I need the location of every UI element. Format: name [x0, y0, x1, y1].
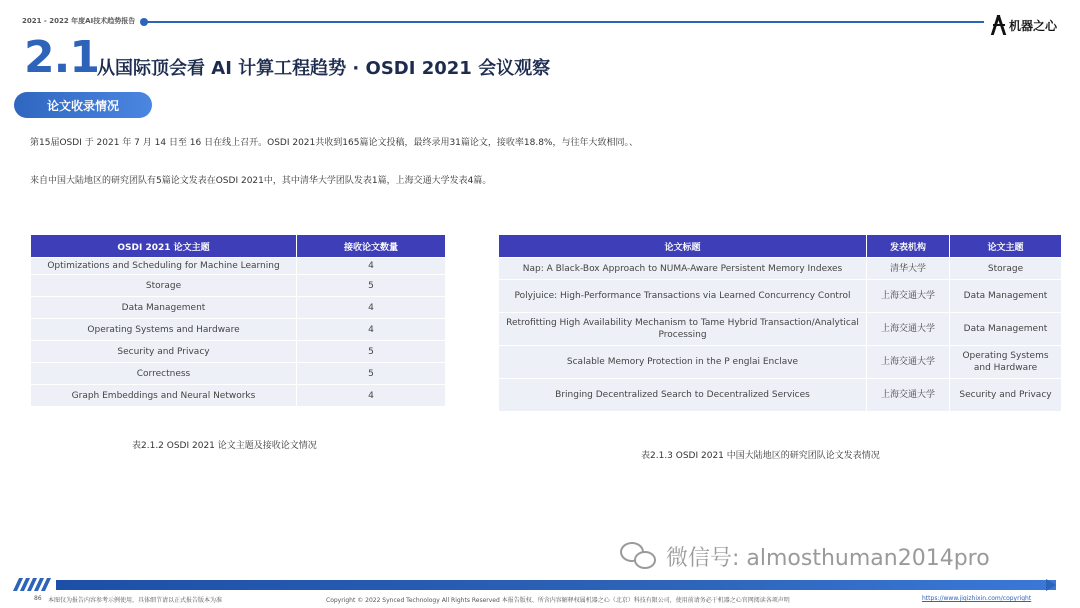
table-header: 论文标题 [499, 235, 866, 257]
table-cell: 上海交通大学 [867, 346, 949, 378]
table-cell: Storage [31, 275, 296, 296]
table-row [499, 346, 1061, 378]
report-title: 2021 - 2022 年度AI技术趋势报告 [22, 17, 136, 25]
table-cell: Correctness [31, 363, 296, 384]
table-cell: Data Management [31, 297, 296, 318]
section-title: 从国际顶会看 AI 计算工程趋势 · OSDI 2021 会议观察 [97, 58, 551, 79]
table-row [31, 275, 445, 296]
table-cell: Data Management [950, 280, 1061, 312]
topics-table [30, 234, 446, 407]
table-cell: 5 [297, 275, 445, 296]
table-row [31, 258, 445, 274]
brand-mark-icon [992, 15, 1006, 35]
table-cell: 上海交通大学 [867, 379, 949, 411]
table-cell: 上海交通大学 [867, 313, 949, 345]
table-cell: 清华大学 [867, 258, 949, 279]
brand-logo [992, 14, 1057, 36]
table-cell: 4 [297, 319, 445, 340]
footer-arrow-icon [1046, 579, 1056, 591]
table-cell: Optimizations and Scheduling for Machine Learning [31, 258, 296, 274]
table-cell: 4 [297, 385, 445, 406]
table-cell: Operating Systems and Hardware [31, 319, 296, 340]
table-row [499, 379, 1061, 411]
table-cell: Retrofitting High Availability Mechanism to Tame Hybrid Transaction/Analytical Processing [499, 313, 866, 345]
table-row [31, 297, 445, 318]
table-header: OSDI 2021 论文主题 [31, 235, 296, 257]
wechat-icon [620, 540, 660, 572]
footer-note: 本图仅为报告内容参考示例使用，具体细节请以正式报告版本为准 [48, 597, 223, 604]
table-header: 接收论文数量 [297, 235, 445, 257]
section-label-pill: 论文收录情况 [14, 92, 152, 118]
table-header: 论文主题 [950, 235, 1061, 257]
table-caption: 表2.1.3 OSDI 2021 中国大陆地区的研究团队论文发表情况 [641, 451, 880, 461]
table-cell: 4 [297, 258, 445, 274]
table-cell: 上海交通大学 [867, 280, 949, 312]
table-row [499, 280, 1061, 312]
table-cell: 5 [297, 363, 445, 384]
table-row [499, 258, 1061, 279]
table-cell: Storage [950, 258, 1061, 279]
table-row [31, 341, 445, 362]
header-rule [146, 21, 984, 23]
page-number: 86 [34, 595, 42, 602]
wechat-id: 微信号: almosthuman2014pro [666, 545, 990, 571]
brand-name: 机器之心 [1009, 18, 1058, 33]
table-row [31, 319, 445, 340]
table-row [31, 363, 445, 384]
intro-paragraph-2: 来自中国大陆地区的研究团队有5篇论文发表在OSDI 2021中，其中清华大学团队发表1篇，上海交通大学发表4篇。 [30, 176, 492, 186]
footer-bar [56, 580, 1056, 590]
intro-paragraph-1: 第15届OSDI 于 2021 年 7 月 14 日至 16 日在线上召开。OSDI 2021共收到165篇论文投稿，最终录用31篇论文，接收率18.8%，与往年大致相同。、 [30, 138, 638, 148]
papers-table [498, 234, 1062, 412]
table-cell: Graph Embeddings and Neural Networks [31, 385, 296, 406]
section-number: 2.1 [24, 32, 99, 83]
table-header: 发表机构 [867, 235, 949, 257]
copyright-link[interactable]: https://www.jiqizhixin.com/copyright [922, 595, 1032, 602]
table-row [499, 313, 1061, 345]
footer-copyright: Copyright © 2022 Synced Technology All Rights Reserved 本报告版权、所含内容解释权属机器之心（北京）科技有限公司，使用前请务必于机器之心官网阅读各项声明 [326, 597, 790, 604]
table-cell: Scalable Memory Protection in the P englai Enclave [499, 346, 866, 378]
table-cell: 5 [297, 341, 445, 362]
footer-stripes [16, 578, 52, 591]
table-caption: 表2.1.2 OSDI 2021 论文主题及接收论文情况 [132, 441, 317, 451]
table-cell: Security and Privacy [950, 379, 1061, 411]
wechat-watermark [620, 540, 990, 572]
table-cell: Bringing Decentralized Search to Decentralized Services [499, 379, 866, 411]
table-row [31, 385, 445, 406]
table-cell: Data Management [950, 313, 1061, 345]
table-cell: Nap: A Black-Box Approach to NUMA-Aware Persistent Memory Indexes [499, 258, 866, 279]
table-cell: Polyjuice: High-Performance Transactions via Learned Concurrency Control [499, 280, 866, 312]
table-cell: Security and Privacy [31, 341, 296, 362]
table-cell: Operating Systems and Hardware [950, 346, 1061, 378]
table-cell: 4 [297, 297, 445, 318]
